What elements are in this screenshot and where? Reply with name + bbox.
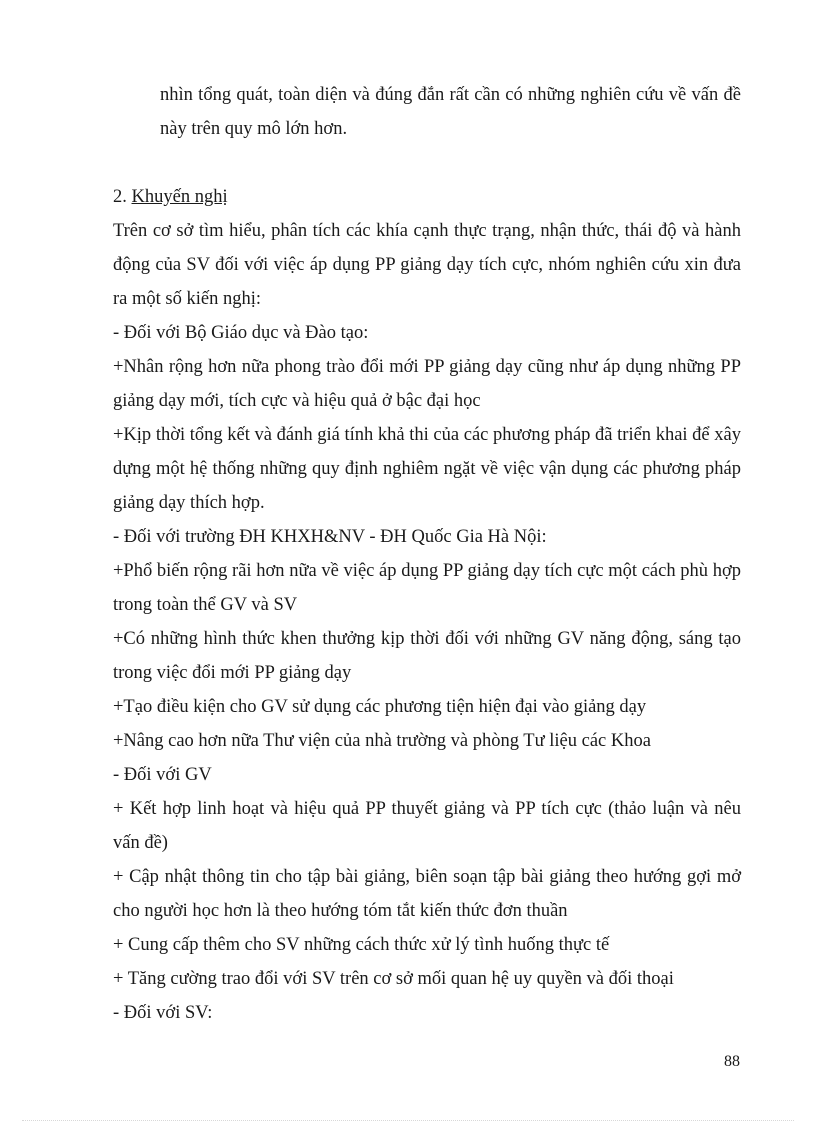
paragraph-teacher-item-2: + Cập nhật thông tin cho tập bài giảng, biên soạn tập bài giảng theo hướng gợi mở cho người học hơn là theo hướng tóm tắt kiến thức đơn thuần bbox=[113, 867, 741, 921]
paragraph-university-item-2: +Có những hình thức khen thưởng kịp thời đối với những GV năng động, sáng tạo trong việc đổi mới PP giảng dạy bbox=[113, 629, 741, 683]
paragraph-university-item-4: +Nâng cao hơn nữa Thư viện của nhà trường và phòng Tư liệu các Khoa bbox=[113, 731, 651, 751]
paragraph-ministry-heading: - Đối với Bộ Giáo dục và Đào tạo: bbox=[113, 323, 369, 343]
paragraph-intro: Trên cơ sở tìm hiểu, phân tích các khía cạnh thực trạng, nhận thức, thái độ và hành động của SV đối với việc áp dụng PP giảng dạy tích cực, nhóm nghiên cứu xin đưa ra một số kiến nghị: bbox=[113, 221, 741, 309]
paragraph-teacher-item-1: + Kết hợp linh hoạt và hiệu quả PP thuyết giảng và PP tích cực (thảo luận và nêu vấn đề) bbox=[113, 799, 741, 853]
section-number: 2. bbox=[113, 187, 132, 207]
paragraph-teacher-item-4: + Tăng cường trao đổi với SV trên cơ sở mối quan hệ uy quyền và đối thoại bbox=[113, 969, 674, 989]
page-bottom-divider bbox=[22, 1120, 794, 1121]
paragraph-ministry-item-2: +Kịp thời tổng kết và đánh giá tính khả thi của các phương pháp đã triển khai để xây dựng một hệ thống những quy định nghiêm ngặt về việc vận dụng các phương pháp giảng dạy thích hợp. bbox=[113, 425, 741, 513]
section-heading bbox=[113, 180, 741, 214]
paragraph-university-heading: - Đối với trường ĐH KHXH&NV - ĐH Quốc Gia Hà Nội: bbox=[113, 527, 547, 547]
paragraph-university-item-3: +Tạo điều kiện cho GV sử dụng các phương tiện hiện đại vào giảng dạy bbox=[113, 697, 647, 717]
paragraph-student-heading: - Đối với SV: bbox=[113, 1003, 213, 1023]
paragraph-teacher-item-3: + Cung cấp thêm cho SV những cách thức xử lý tình huống thực tế bbox=[113, 935, 610, 955]
section-title: Khuyến nghị bbox=[131, 187, 228, 207]
paragraph-university-item-1: +Phổ biến rộng rãi hơn nữa về việc áp dụng PP giảng dạy tích cực một cách phù hợp trong toàn thể GV và SV bbox=[113, 561, 741, 615]
intro-text: nhìn tổng quát, toàn diện và đúng đắn rất cần có những nghiên cứu về vấn đề này trên quy mô lớn hơn. bbox=[160, 85, 741, 139]
intro-paragraph bbox=[160, 78, 741, 146]
page-number: 88 bbox=[724, 1053, 740, 1070]
paragraph-ministry-item-1: +Nhân rộng hơn nữa phong trào đổi mới PP giảng dạy cũng như áp dụng những PP giảng dạy mới, tích cực và hiệu quả ở bậc đại học bbox=[113, 357, 741, 411]
recommendations-section bbox=[113, 180, 741, 1030]
paragraph-teacher-heading: - Đối với GV bbox=[113, 765, 212, 785]
